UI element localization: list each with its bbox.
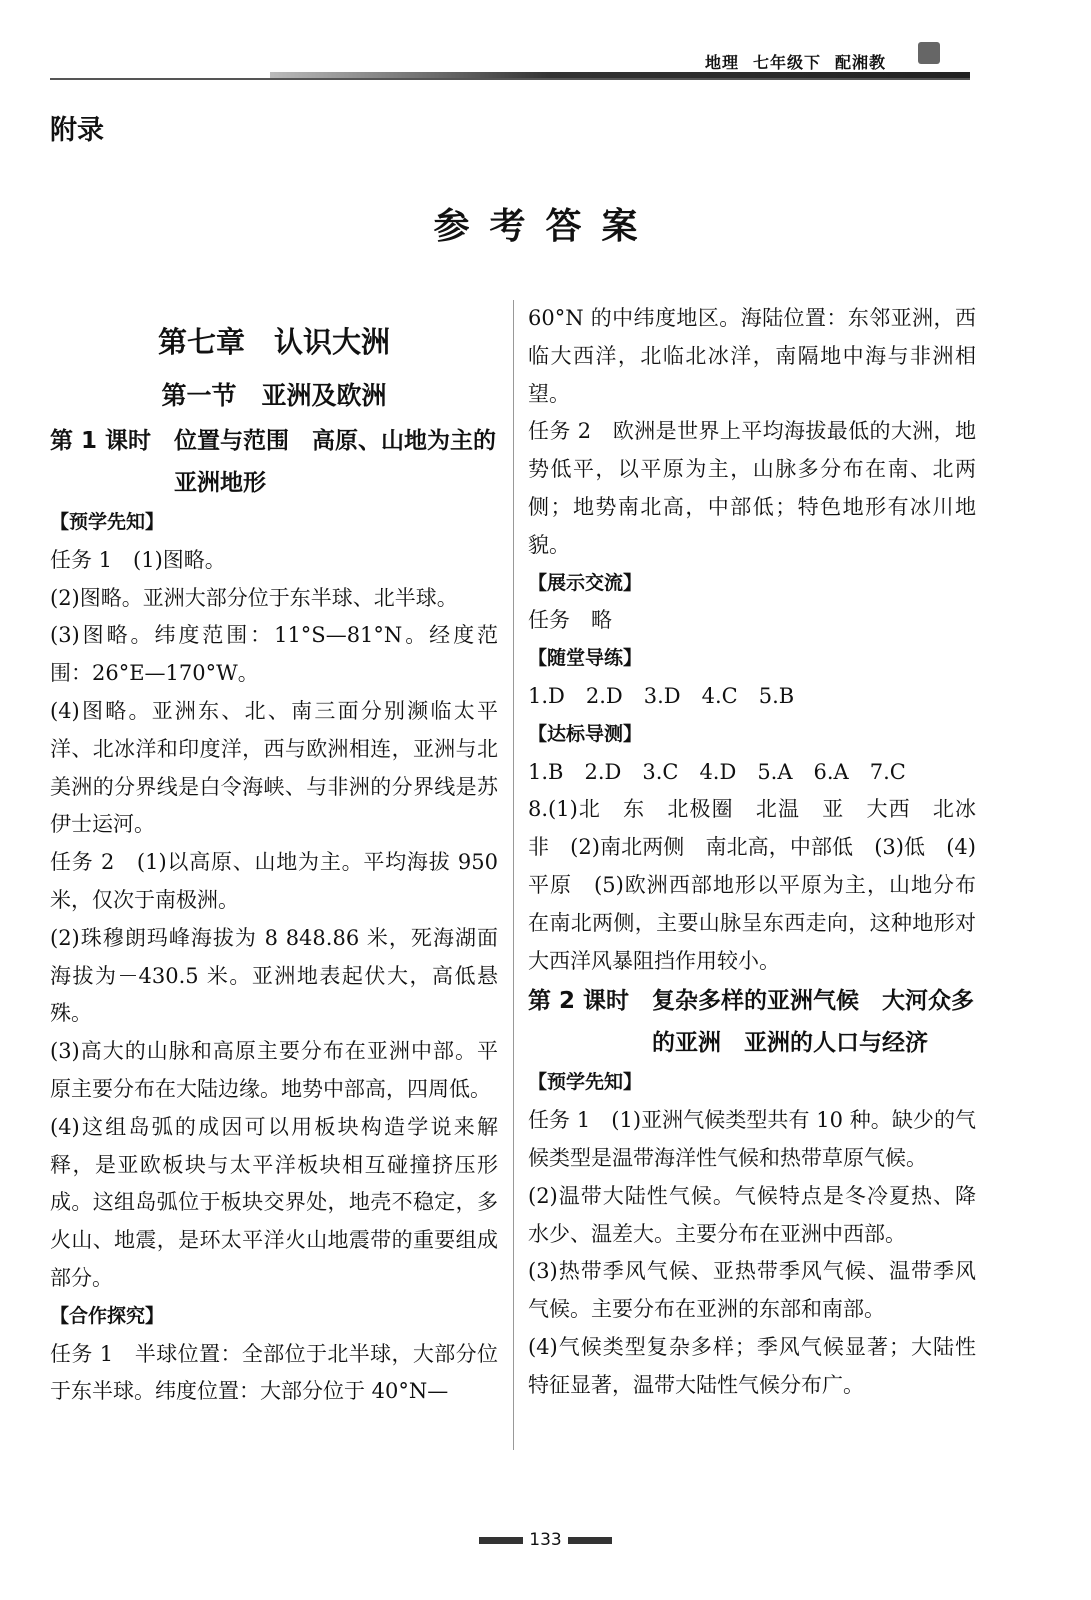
lesson-number: 第 1 课时	[50, 428, 175, 454]
section-title: 第一节 亚洲及欧洲	[161, 381, 387, 410]
answer-paragraph: (3)热带季风气候、亚热带季风气候、温带季风气候。主要分布在亚洲的东部和南部。	[528, 1259, 976, 1322]
answer-paragraph: 任务 2 (1)以高原、山地为主。平均海拔 950 米，仅次于南极洲。	[50, 850, 498, 912]
header-rule	[50, 78, 970, 80]
answer-paragraph: (3)高大的山脉和高原主要分布在亚洲中部。平原主要分布在大陆边缘。地势中部高，四周低。	[50, 1039, 498, 1101]
answer-paragraph: 1.D 2.D 3.D 4.C 5.B	[528, 683, 795, 708]
answer-paragraph: (4)这组岛弧的成因可以用板块构造学说来解释，是亚欧板块与太平洋板块相互碰撞挤压形成。这组岛弧位于板块交界处，地壳不稳定，多火山、地震，是环太平洋火山地震带的重要组成部分。	[50, 1114, 498, 1290]
block-heading: 【预学先知】	[528, 1071, 643, 1094]
header-subject: 地理	[705, 53, 740, 72]
answer-paragraph: (2)珠穆朗玛峰海拔为 8 848.86 米，死海湖面海拔为－430.5 米。亚洲地表起伏大，高低悬殊。	[50, 925, 498, 1026]
footer-decor-left	[479, 1537, 523, 1544]
answer-paragraph: 1.B 2.D 3.C 4.D 5.A 6.A 7.C	[528, 759, 906, 784]
answer-paragraph: 任务 1 (1)亚洲气候类型共有 10 种。缺少的气候类型是温带海洋性气候和热带草原气候。	[528, 1108, 976, 1170]
block-heading: 【随堂导练】	[528, 647, 643, 670]
lesson-heading-1	[50, 420, 498, 504]
answer-paragraph: (2)温带大陆性气候。气候特点是冬冷夏热、降水少、温差大。主要分布在亚洲中西部。	[528, 1183, 976, 1246]
lesson-title: 复杂多样的亚洲气候 大河众多的亚洲 亚洲的人口与经济	[652, 988, 975, 1057]
lesson-title: 位置与范围 高原、山地为主的亚洲地形	[174, 428, 497, 496]
footer-decor-right	[568, 1537, 612, 1544]
header-grade: 七年级下	[753, 53, 822, 72]
page-number: 133	[529, 1530, 562, 1550]
lesson-heading-2	[528, 980, 976, 1064]
lesson-number: 第 2 课时	[528, 988, 653, 1015]
running-header	[705, 50, 900, 73]
right-column	[528, 300, 997, 1405]
answer-paragraph: 任务 略	[528, 608, 612, 633]
column-divider	[513, 300, 514, 1450]
block-heading: 【展示交流】	[528, 571, 643, 594]
chapter-title: 第七章 认识大洲	[157, 325, 390, 359]
header-decor	[918, 42, 940, 64]
answer-paragraph: 任务 1 (1)图略。	[50, 547, 226, 572]
page-title: 参考答案	[433, 206, 658, 247]
header-edition: 配湘教	[835, 53, 887, 72]
page-number-footer	[0, 1530, 1091, 1550]
answer-paragraph: 任务 1 半球位置：全部位于北半球，大部分位于东半球。纬度位置：大部分位于 40°N—	[50, 1341, 498, 1404]
answer-paragraph: (3)图略。纬度范围：11°S—81°N。经度范围：26°E—170°W。	[50, 623, 498, 686]
answer-paragraph: (2)图略。亚洲大部分位于东半球、北半球。	[50, 585, 458, 610]
left-column	[50, 300, 498, 1411]
answer-paragraph: (4)气候类型复杂多样；季风气候显著；大陆性特征显著，温带大陆性气候分布广。	[528, 1334, 976, 1397]
answer-paragraph: 60°N 的中纬度地区。海陆位置：东邻亚洲，西临大西洋，北临北冰洋，南隔地中海与非洲相望。	[528, 306, 976, 406]
answer-paragraph: 任务 2 欧洲是世界上平均海拔最低的大洲，地势低平，以平原为主，山脉多分布在南、北两侧；地势南北高，中部低；特色地形有冰川地貌。	[528, 419, 976, 557]
answer-paragraph: 8.(1)北 东 北极圈 北温 亚 大西 北冰 非 (2)南北两侧 南北高，中部低 (3)低 (4)平原 (5)欧洲西部地形以平原为主，山地分布在南北两侧，主要山脉呈东西走向，这种地形对大西洋风暴阻挡作用较小。	[528, 797, 997, 973]
block-heading: 【合作探究】	[50, 1304, 165, 1327]
block-heading: 【达标导测】	[528, 722, 643, 745]
block-heading: 【预学先知】	[50, 511, 165, 533]
appendix-label: 附录	[50, 115, 104, 146]
answer-paragraph: (4)图略。亚洲东、北、南三面分别濒临太平洋、北冰洋和印度洋，西与欧洲相连，亚洲与北美洲的分界线是白令海峡、与非洲的分界线是苏伊士运河。	[50, 698, 498, 837]
